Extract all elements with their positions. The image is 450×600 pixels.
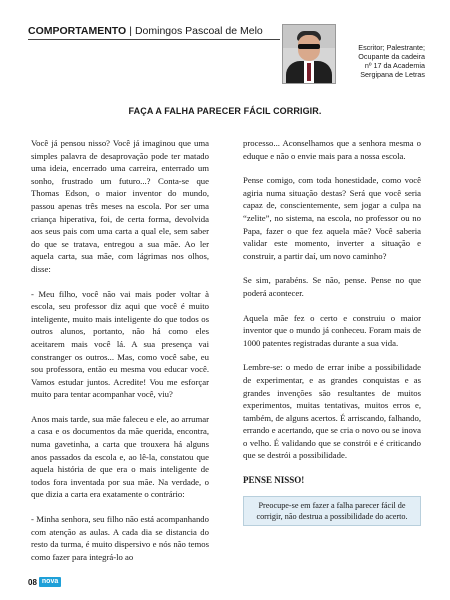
page-number: 08	[28, 577, 37, 587]
bio-line: Sergipana de Letras	[360, 70, 425, 79]
paragraph: Lembre-se: o medo de errar inibe a possibilidade de experimentar, e as grandes conquistas e as grandes invenções são resultantes de muitos experimentos, muitas tentativas, muitos erros e, também, de alguns acertos. É arriscando, falhando, errando e acertando, que se cria o novo ou se inova o velho. É validando que se constrói e é criticando que se destrói a possibilidade.	[243, 362, 421, 461]
bio-line: Ocupante da cadeira	[358, 52, 425, 61]
right-column	[243, 137, 421, 526]
bio-line: Escritor; Palestrante;	[358, 43, 425, 52]
paragraph: Anos mais tarde, sua mãe faleceu e ele, ao arrumar a casa e os documentos da mãe querida, encontra, numa gavetinha, a carta que trouxera há alguns anos passados da escola e, ao lê-la, constatou que aquela história de que era o mais inteligente de todos fora inventada por sua mãe. Na verdade, o que dizia a carta era exatamente o contrário:	[31, 413, 209, 500]
header-separator: |	[129, 25, 132, 37]
paragraph: - Minha senhora, seu filho não está acompanhando com atenção as aulas. A cada dia se distancia do resto da turma, é muito dispersivo e nós não temos como fazer para integrá-lo ao	[31, 514, 209, 562]
author-photo	[282, 24, 336, 84]
article-title: FAÇA A FALHA PARECER FÁCIL CORRIGIR.	[128, 106, 322, 116]
highlight-box: Preocupe-se em fazer a falha parecer fácil de corrigir, não destrua a possibilidade do acerto.	[243, 496, 421, 526]
magazine-logo: nova	[39, 577, 61, 587]
left-column	[31, 137, 209, 575]
bio-line: nº 17 da Academia	[364, 61, 425, 70]
author-name: Domingos Pascoal de Melo	[134, 25, 263, 37]
section-name: COMPORTAMENTO	[28, 25, 127, 37]
author-bio	[337, 43, 425, 79]
paragraph: Você já pensou nisso? Você já imaginou que uma simples palavra de desaprovação pode ter matado uma ideia, encerrado uma carreira, enterrado um sonho, frustrado um futuro...? Conta-se que Thomas Edson, o maior inventor do mundo, passou apenas três meses na escola. Por ser uma criança hiperativa, foi, de certa forma, devolvida aos seus pais com uma carta a qual ele, sem saber do que se tratava, entregou a sua mãe. Ao ler aquela carta, sua mãe, com lágrimas nos olhos, disse:	[31, 138, 209, 274]
paragraph: - Meu filho, você não vai mais poder voltar à escola, seu professor diz aqui que você é muito inteligente, muito mais inteligente do que todos os outros alunos, portanto, não há como eles aceitarem mais você lá. A sua presença vai constranger os outros... Mas, como você sabe, eu sou professora, então eu mesma vou educar você. Vamos estudar juntos. Acredite! Vou me esforçar muito para tentar acompanhar você, viu?	[31, 288, 209, 400]
footer	[28, 576, 61, 588]
paragraph: Se sim, parabéns. Se não, pense. Pense no que poderá acontecer.	[243, 275, 421, 298]
closing-line: PENSE NISSO!	[243, 475, 305, 486]
header-bar	[28, 24, 280, 40]
paragraph: processo... Aconselhamos que a senhora mesma o eduque e não o envie mais para a nossa escola.	[243, 138, 421, 161]
paragraph: Pense comigo, com toda honestidade, como você agiria numa situação destas? Será que você seria capaz de, conscientemente, sem jogar a culpa na “zelite”, no sistema, na escola, no professor ou no Papa, fazer o que fez aquela mãe? Você saberia validar este momento, inverter a situação e construir, a partir daí, um novo caminho?	[243, 175, 421, 261]
paragraph: Aquela mãe fez o certo e construiu o maior inventor que o mundo já conheceu. Foram mais de 1000 patentes registradas durante a sua vida.	[243, 312, 421, 348]
